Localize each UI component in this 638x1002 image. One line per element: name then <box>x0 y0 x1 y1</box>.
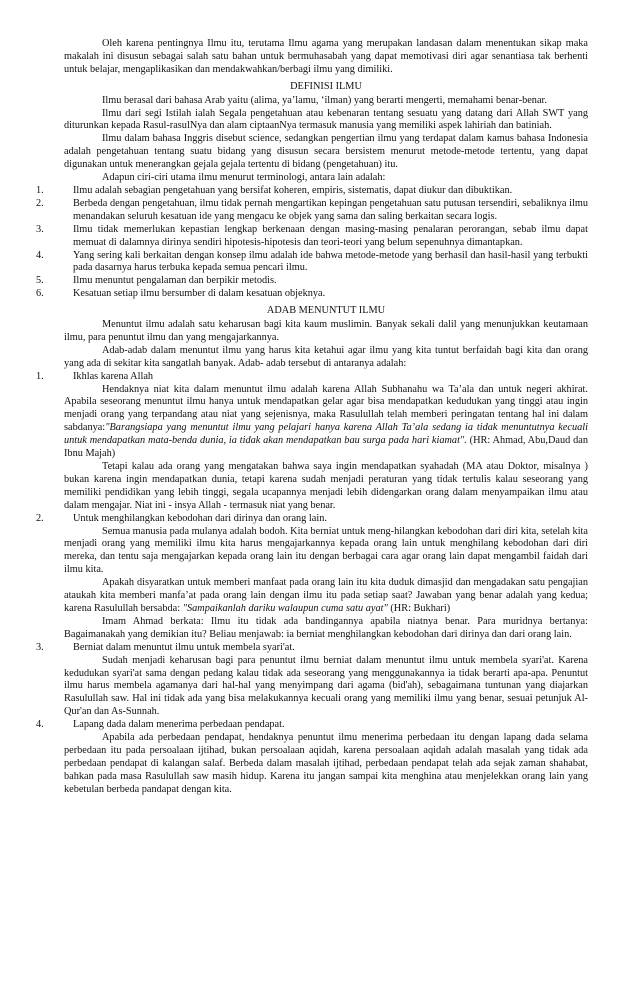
list-number: 5. <box>36 275 44 287</box>
section-title-text: Untuk menghilangkan kebodohan dari dirinya dan orang lain. <box>73 512 327 524</box>
document-body <box>36 38 588 797</box>
section-2-text: Apakah disyaratkan untuk memberi manfaat pada orang lain itu kita duduk dimasjid dan mengadakan satu pengajian ataukah kita memberi manfa’at pada orang lain dengan ilmu itu pada setiap saat? Jawaban yang benar adalah yang kedua; karena Rasulullah bersabda: <box>64 577 588 614</box>
list-text: Berbeda dengan pengetahuan, ilmu tidak pernah mengartikan kepingan pengetahuan satu putusan tersendiri, sebaliknya ilmu menandakan seluruh kesatuan ide yang mengacu ke objek yang sama dan saling berkaitan secara logis. <box>73 197 588 222</box>
section-number: 2. <box>36 512 44 524</box>
section-1-paragraph-2: Tetapi kalau ada orang yang mengatakan bahwa saya ingin mendapatkan syahadah (MA atau Doktor, misalnya ) bukan karena ingin mendapatkan dunia, tetapi karena sudah menjadi peraturan yang tidak tertulis kalau seseorang yang memiliki pendidikan yang lebih tinggi, segala ucapannya menjadi lebih didengarkan orang dalam menyampaikan ilmu atau dalam mengajar. Niat ini - insya Allah - termasuk niat yang benar. <box>64 461 588 511</box>
list-item <box>36 288 588 301</box>
hadith-quote: "Barangsiapa yang menuntut ilmu yang pelajari hanya karena Allah Ta’ala sedang ia tidak menuntutnya kecuali untuk mendapatkan mata-benda dunia, ia tidak akan mendapatkan bau surga pada hari kiamat". <box>64 422 588 447</box>
section-2-paragraph-2 <box>64 577 588 616</box>
section-1-paragraph-1 <box>64 384 588 461</box>
section-number: 3. <box>36 641 44 653</box>
section-1-text: Hendaknya niat kita dalam menuntut ilmu adalah karena Allah Subhanahu wa Ta’ala dan untuk negeri akhirat. Apabila seseorang menuntut ilmu hanya untuk mendapatkan gelar agar bisa mendapatkan kedudukan yang tinggi atau ingin menjadi orang yang terpandang atau niat yang sejenisnya, maka Rasulullah telah memberi peringatan tentang hal ini dalam sabdanya: <box>64 383 588 434</box>
section-title-4 <box>36 719 588 732</box>
definisi-paragraph-4: Adapun ciri-ciri utama ilmu menurut terminologi, antara lain adalah: <box>102 172 386 184</box>
section-title-text: Ikhlas karena Allah <box>73 370 154 382</box>
list-number: 2. <box>36 197 44 209</box>
list-number: 1. <box>36 184 44 196</box>
list-text: Kesatuan setiap ilmu bersumber di dalam kesatuan objeknya. <box>73 288 326 300</box>
heading-definisi-ilmu: DEFINISI ILMU <box>290 80 362 92</box>
list-text: Yang sering kali berkaitan dengan konsep ilmu adalah ide bahwa metode-metode yang berhasil dan hasil-hasil yang terbukti pada dasarnya harus terbuka kepada semua pencari ilmu. <box>73 249 588 274</box>
hadith-source: (HR: Ahmad, Abu,Daud dan Ibnu Majah) <box>64 435 588 460</box>
section-2-paragraph-1: Semua manusia pada mulanya adalah bodoh. Kita berniat untuk meng-hilangkan kebodohan dari diri kita, setelah kita menjadi orang yang memiliki ilmu kita harus mengajarkannya kepada orang lain untuk menghilang kebodohan dari diri mereka, dan tentu saja mengajarkan kepada orang lain itu dengan berbagai cara agar orang lain dapat mengambil faidah dari ilmu kita. <box>64 525 588 576</box>
definisi-paragraph-2: Ilmu dari segi Istilah ialah Segala pengetahuan atau kebenaran tentang sesuatu yang datang dari Allah SWT yang diturunkan kepada Rasul-rasulNya dan alam ciptaanNya termasuk manusia yang memiliki aspek lahiriah dan batiniah. <box>64 107 588 132</box>
list-item <box>36 197 588 224</box>
definisi-paragraph-1: Ilmu berasal dari bahasa Arab yaitu (alima, ya’lamu, ‘ilman) yang berarti mengerti, memahami benar-benar. <box>102 94 547 106</box>
section-title-text: Berniat dalam menuntut ilmu untuk membela syari'at. <box>73 641 295 653</box>
list-text: Ilmu menuntut pengalaman dan berpikir metodis. <box>73 275 277 287</box>
section-2-paragraph-3: Imam Ahmad berkata: Ilmu itu tidak ada bandingannya apabila niatnya benar. Para muridnya bertanya: Bagaimanakah yang demikian itu? Beliau menjawab: ia berniat menghilangkan kebodohan dari dirinya dan dari orang lain. <box>64 615 588 640</box>
list-text: Ilmu adalah sebagian pengetahuan yang bersifat koheren, empiris, sistematis, dapat diukur dan dibuktikan. <box>73 184 513 196</box>
section-title-2 <box>36 512 588 526</box>
list-number: 3. <box>36 223 44 235</box>
section-number: 4. <box>36 719 44 731</box>
list-text: Ilmu tidak memerlukan kepastian lengkap berkenaan dengan masing-masing penalaran perorangan, sebab ilmu dapat memuat di dalamnya dirinya sendiri hipotesis-hipotesis dan teori-teori yang belum sepenuhnya dimantapkan. <box>73 223 588 248</box>
list-number: 4. <box>36 249 44 261</box>
list-item <box>36 275 588 288</box>
intro-paragraph: Oleh karena pentingnya Ilmu itu, terutama Ilmu agama yang merupakan landasan dalam menentukan sikap maka makalah ini disusun sebagai salah satu bahan untuk bermuhasabah yang dapat memotivasi diri agar senantiasa tak berhenti untuk belajar, mengaplikasikan dan mendakwahkan/berbagi ilmu yang dimiliki. <box>64 38 588 75</box>
hadith-quote: "Sampaikanlah dariku walaupun cuma satu ayat" <box>182 602 388 614</box>
section-number: 1. <box>36 370 44 382</box>
list-number: 6. <box>36 288 44 300</box>
adab-paragraph-1: Menuntut ilmu adalah satu keharusan bagi kita kaum muslimin. Banyak sekali dalil yang menunjukkan keutamaan ilmu, para penuntut ilmu dan yang mengajarkannya. <box>64 319 588 343</box>
list-item <box>36 184 588 198</box>
hadith-source: (HR: Bukhari) <box>387 602 451 614</box>
list-item <box>36 223 588 250</box>
section-title-3 <box>36 641 588 655</box>
heading-adab-menuntut-ilmu: ADAB MENUNTUT ILMU <box>266 305 386 317</box>
adab-paragraph-2: Adab-adab dalam menuntut ilmu yang harus kita ketahui agar ilmu yang kita tuntut berfaidah bagi kita dan orang yang ada di sekitar kita sangatlah banyak. Adab- adab tersebut di antaranya adalah: <box>64 344 588 369</box>
section-title-text: Lapang dada dalam menerima perbedaan pendapat. <box>73 719 285 731</box>
section-3-paragraph-1: Sudah menjadi keharusan bagi para penuntut ilmu berniat dalam menuntut ilmu untuk membela syari'at. Karena kedudukan syari'at sama dengan pedang kalau tidak ada seseorang yang menggunakannya ia tidak berarti apa-apa. Penuntut ilmu harus membela agamanya dari hal-hal yang menyimpang dari agama (bid'ah), sebagaimana tuntunan yang diajarkan Rasulullah saw. Hal ini tidak ada yang bisa melakukannya kecuali orang yang memiliki ilmu yang benar, sesuai petunjuk Al-Qur'an dan As-Sunnah. <box>64 654 588 718</box>
definisi-paragraph-3: Ilmu dalam bahasa Inggris disebut science, sedangkan pengertian ilmu yang terdapat dalam kamus bahasa Indonesia adalah pengetahuan tentang suatu bidang yang disusun secara bersistem menurut metode-metode tertentu, yang dapat digunakan untuk menerangkan gejala gejala tertentu di bidang (pengetahuan) itu. <box>64 133 588 171</box>
list-item <box>36 249 588 276</box>
section-4-paragraph-1: Apabila ada perbedaan pendapat, hendaknya penuntut ilmu menerima perbedaan itu dengan lapang dada selama perbedaan itu pada persoalaan ijtihad, bukan persoalaan aqidah, karena persoalaan aqidah adalah masalah yang tidak ada perbedaan pendapat di kalangan salaf. Berbeda dalam masalah ijtihad, perbedaan pendapat telah ada sejak zaman shahabat, bahkan pada masa Rasulullah saw masih hidup. Karena itu jangan sampai kita menghina atau menjelekkan orang lain yang kebetulan berbeda pandapat dengan kita. <box>64 732 588 795</box>
section-title-1 <box>36 370 588 384</box>
